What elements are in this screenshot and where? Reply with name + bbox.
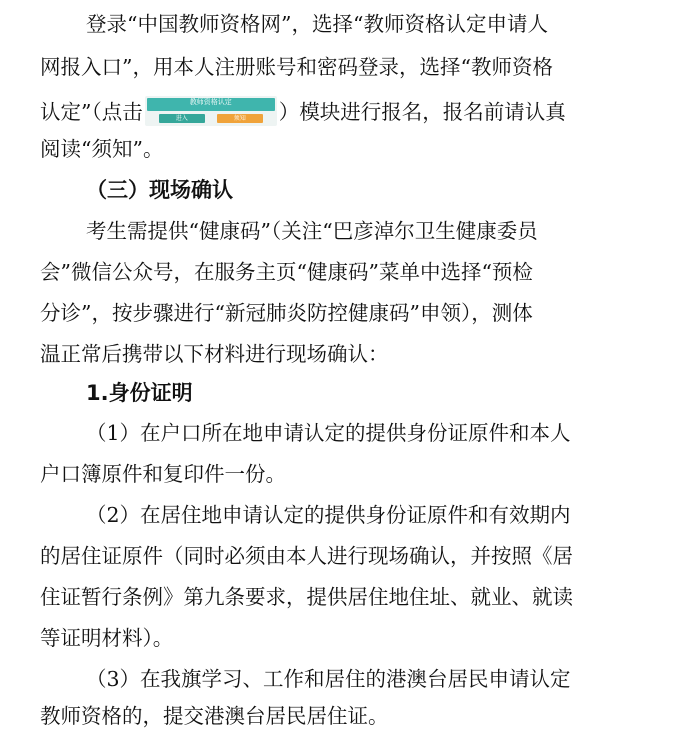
- text-line: （2）在居住地申请认定的提供身份证原件和有效期内: [86, 503, 571, 527]
- text-line: 教师资格的，提交港澳台居民居住证。: [40, 704, 389, 728]
- text-line: 温正常后携带以下材料进行现场确认：: [40, 342, 389, 366]
- text-line: 住证暂行条例》第九条要求，提供居住地住址、就业、就读: [40, 585, 573, 609]
- text-line: 会”微信公众号，在服务主页“健康码”菜单中选择“预检: [40, 260, 533, 284]
- paragraph-line: [40, 57, 634, 78]
- list-item-line: [86, 423, 571, 444]
- paragraph-line: [86, 14, 634, 35]
- text-line: 分诊”，按步骤进行“新冠肺炎防控健康码”申领），测体: [40, 301, 533, 325]
- paragraph-line: [40, 262, 634, 283]
- enter-button-image: 进入: [159, 114, 205, 123]
- section-heading: [86, 180, 233, 201]
- text-line: 的居住证原件（同时必须由本人进行现场确认，并按照《居: [40, 544, 573, 568]
- paragraph-line: [86, 221, 538, 242]
- text-line: 认定”（点击: [40, 99, 143, 124]
- text-line: 网报入口”，用本人注册账号和密码登录，选择“教师资格: [40, 55, 553, 79]
- text-line: 考生需提供“健康码”（关注“巴彦淖尔卫生健康委员: [86, 219, 538, 243]
- text-line: （3）在我旗学习、工作和居住的港澳台居民申请认定: [86, 667, 571, 691]
- list-item-line: [40, 628, 173, 649]
- list-item-line: [86, 505, 571, 526]
- subsection-heading: [86, 383, 193, 404]
- paragraph-line: [40, 139, 163, 160]
- text-line: 阅读“须知”。: [40, 137, 164, 161]
- list-item-line: [40, 587, 634, 608]
- paragraph-line: [40, 344, 389, 365]
- paragraph-line: [40, 98, 566, 124]
- text-line: 登录“中国教师资格网”，选择“教师资格认定申请人: [86, 12, 548, 36]
- list-item-line: [40, 706, 389, 727]
- section-heading-text: （三）现场确认: [86, 178, 233, 202]
- list-item-line: [86, 669, 571, 690]
- list-item-line: [40, 546, 634, 567]
- text-line: 等证明材料）。: [40, 626, 174, 650]
- module-caption: 教师资格认定: [189, 98, 232, 106]
- text-line: 户口簿原件和复印件一份。: [40, 462, 286, 486]
- text-line: ）模块进行报名，报名前请认真: [278, 99, 566, 124]
- module-entry-image: [145, 96, 277, 126]
- subsection-heading-text: 1.身份证明: [86, 381, 193, 405]
- paragraph-line: [40, 303, 634, 324]
- list-item-line: [40, 464, 286, 485]
- notice-button-image: 须知: [217, 114, 263, 123]
- text-line: （1）在户口所在地申请认定的提供身份证原件和本人: [86, 421, 571, 445]
